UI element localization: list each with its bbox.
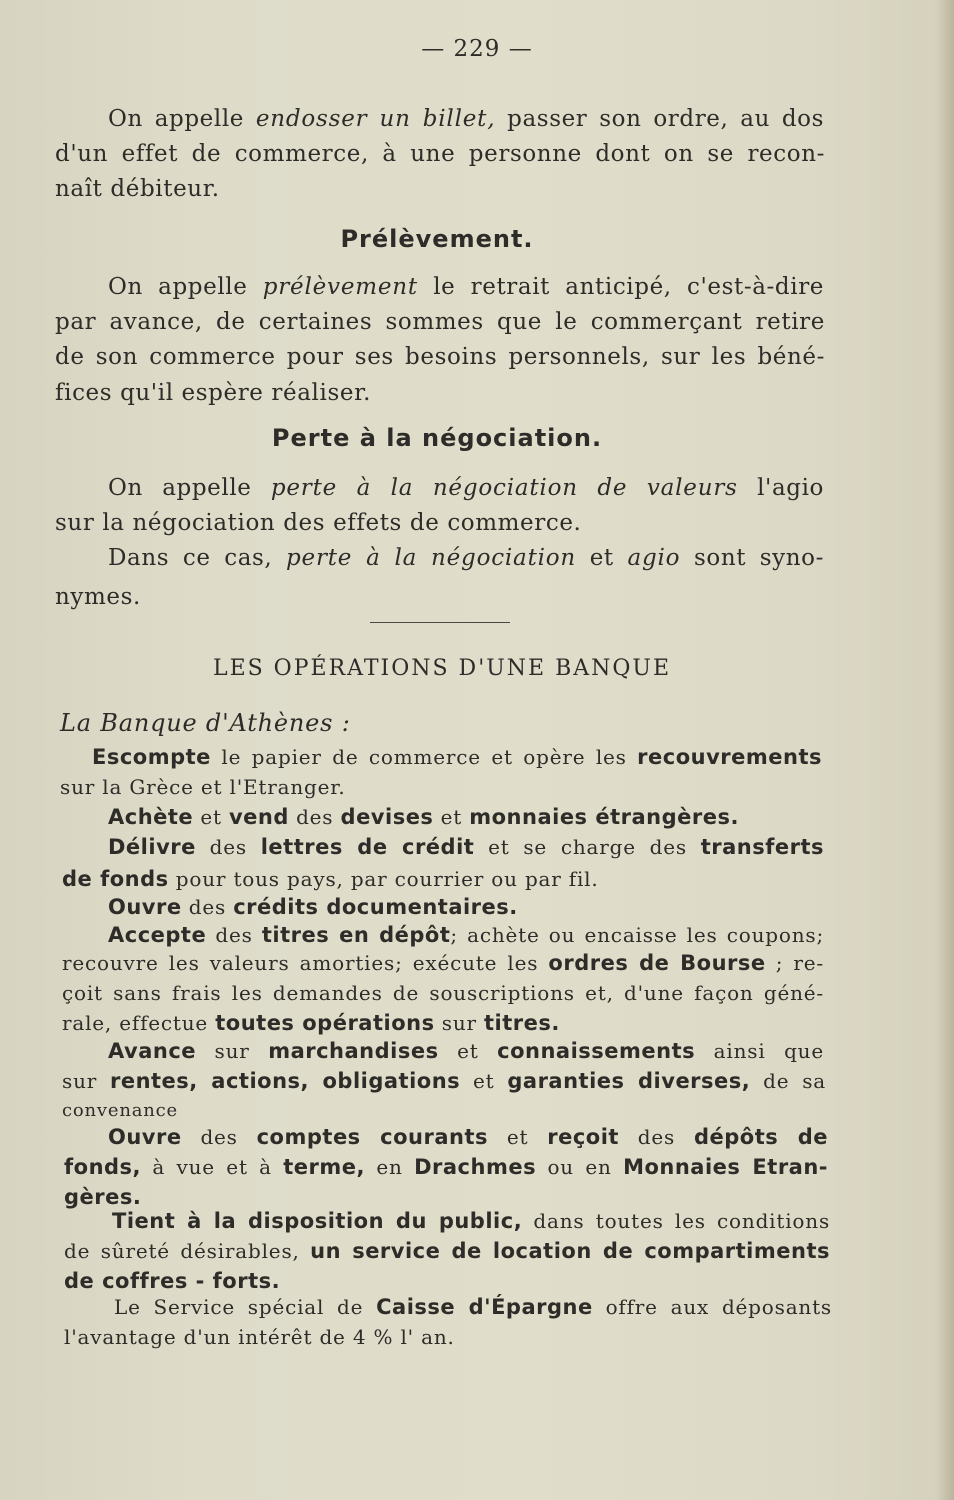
caisse-line-1: Le Service spécial de Caisse d'Épargne offre aux déposants — [114, 1295, 832, 1319]
page-number: — 229 — — [421, 36, 533, 62]
section-divider — [370, 622, 510, 623]
prelevement-line-4: fices qu'il espère réaliser. — [55, 380, 372, 406]
delivre-line-1: Délivre des lettres de crédit et se charge des transferts — [108, 835, 824, 859]
page-spine-shadow — [936, 0, 954, 1500]
achete-line: Achète et vend des devises et monnaies étrangères. — [108, 805, 739, 829]
accepte-line-4: rale, effectue toutes opérations sur titres. — [62, 1011, 560, 1035]
tient-line-1: Tient à la disposition du public, dans toutes les conditions — [112, 1209, 831, 1233]
ouvre-comptes-line-3: gères. — [64, 1185, 142, 1209]
escompte-line-2: sur la Grèce et l'Etranger. — [60, 775, 346, 799]
endosser-line-3: naît débiteur. — [55, 176, 220, 202]
tient-line-3: de coffres - forts. — [64, 1269, 281, 1293]
escompte-line-1: Escompte le papier de commerce et opère les recouvrements — [92, 745, 822, 769]
accepte-line-2: recouvre les valeurs amorties; exécute les ordres de Bourse ; re- — [62, 951, 824, 975]
operations-title: LES OPÉRATIONS D'UNE BANQUE — [212, 656, 672, 681]
tient-line-2: de sûreté désirables, un service de location de compartiments — [64, 1239, 830, 1263]
perte-line-4: nymes. — [55, 584, 141, 610]
prelevement-line-1: On appelle prélèvement le retrait anticipé, c'est-à-dire — [108, 274, 824, 300]
prelevement-heading: Prélèvement. — [340, 225, 534, 253]
prelevement-line-2: par avance, de certaines sommes que le commerçant retire — [55, 309, 825, 335]
accepte-line-3: çoit sans frais les demandes de souscriptions et, d'une façon géné- — [62, 981, 824, 1005]
perte-heading: Perte à la négociation. — [271, 424, 603, 452]
accepte-line-1: Accepte des titres en dépôt; achète ou encaisse les coupons; — [108, 923, 824, 947]
avance-line-2: sur rentes, actions, obligations et garanties diverses, de sa — [62, 1069, 826, 1093]
perte-line-2: sur la négociation des effets de commerce. — [55, 510, 582, 536]
perte-line-3: Dans ce cas, perte à la négociation et agio sont syno- — [108, 545, 824, 571]
prelevement-line-3: de son commerce pour ses besoins personnels, sur les béné- — [55, 344, 825, 370]
ouvre-comptes-line-1: Ouvre des comptes courants et reçoit des dépôts de — [108, 1125, 829, 1149]
delivre-line-2: de fonds pour tous pays, par courrier ou par fil. — [62, 867, 599, 891]
ouvre-comptes-line-2: fonds, à vue et à terme, en Drachmes ou en Monnaies Etran- — [64, 1155, 829, 1179]
endosser-line-1: On appelle endosser un billet, passer son ordre, au dos — [108, 106, 824, 132]
avance-line-1: Avance sur marchandises et connaissements ainsi que — [108, 1039, 824, 1063]
avance-line-3: convenance — [62, 1100, 178, 1121]
ouvre-credits-line: Ouvre des crédits documentaires. — [108, 895, 518, 919]
bank-name: La Banque d'Athènes : — [60, 709, 351, 737]
endosser-line-2: d'un effet de commerce, à une personne dont on se recon- — [55, 141, 825, 167]
caisse-line-2: l'avantage d'un intérêt de 4 % l' an. — [64, 1325, 455, 1349]
perte-line-1: On appelle perte à la négociation de valeurs l'agio — [108, 475, 824, 501]
